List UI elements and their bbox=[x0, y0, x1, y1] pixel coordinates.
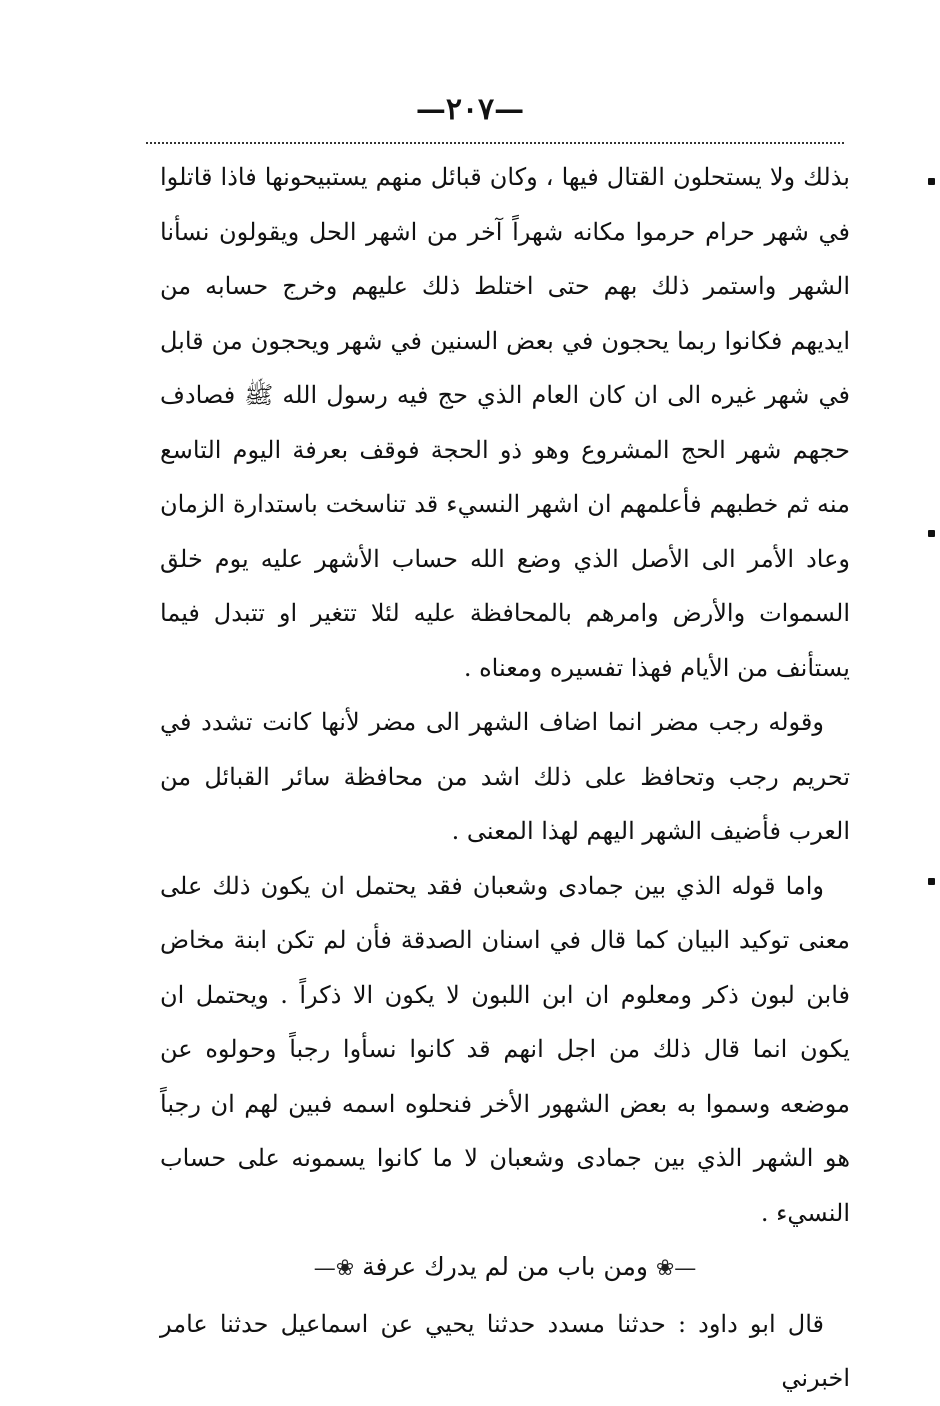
section-heading-text: ومن باب من لم يدرك عرفة bbox=[362, 1252, 648, 1281]
header-rule bbox=[146, 142, 844, 144]
paragraph: بذلك ولا يستحلون القتال فيها ، وكان قبائل منهم يستبيحونها فاذا قاتلوا في شهر حرام حرموا مكانه شهراً آخر من اشهر الحل ويقولون نسأنا الشهر واستمر ذلك بهم حتى اختلط ذلك عليهم وخرج حسابه من ايديهم فكانوا ربما يحجون في بعض السنين في شهر ويحجون من قابل في شهر غيره الى ان كان العام الذي حج فيه رسول الله ﷺ فصادف حجهم شهر الحج المشروع وهو ذو الحجة فوقف بعرفة اليوم التاسع منه ثم خطبهم فأعلمهم ان اشهر النسيء قد تناسخت باستدارة الزمان وعاد الأمر الى الأصل الذي وضع الله حساب الأشهر عليه يوم خلق السموات والأرض وامرهم بالمحافظة عليه لئلا تتغير او تتبدل فيما يستأنف من الأيام فهذا تفسيره ومعناه . bbox=[160, 163, 850, 682]
paragraph: وقوله رجب مضر انما اضاف الشهر الى مضر لأنها كانت تشدد في تحريم رجب وتحافظ على ذلك اشد من محافظة سائر القبائل من العرب فأضيف الشهر اليهم لهذا المعنى . bbox=[160, 708, 850, 845]
margin-mark bbox=[928, 878, 935, 885]
section-heading bbox=[160, 1240, 850, 1297]
margin-mark bbox=[928, 178, 935, 185]
page-number: —٢٠٧— bbox=[415, 92, 525, 127]
paragraph: واما قوله الذي بين جمادى وشعبان فقد يحتمل ان يكون ذلك على معنى توكيد البيان كما قال في اسنان الصدقة فأن لم تكن ابنة مخاض فابن لبون ذكر ومعلوم ان ابن اللبون لا يكون الا ذكراً . ويحتمل ان يكون انما قال ذلك من اجل انهم قد كانوا نسأوا رجباً وحولوه عن موضعه وسموا به بعض الشهور الأخر فنحلوه اسمه فبين لهم ان رجباً هو الشهر الذي بين جمادى وشعبان لا ما كانوا يسمونه على حساب النسيء . bbox=[160, 871, 851, 1227]
paragraph: قال ابو داود : حدثنا مسدد حدثنا يحيي عن اسماعيل حدثنا عامر اخبرني bbox=[160, 1309, 850, 1392]
ornament-right: —❀ bbox=[655, 1256, 697, 1281]
body-text bbox=[160, 150, 850, 1406]
margin-mark bbox=[928, 530, 935, 537]
ornament-left: ❀— bbox=[313, 1256, 355, 1281]
